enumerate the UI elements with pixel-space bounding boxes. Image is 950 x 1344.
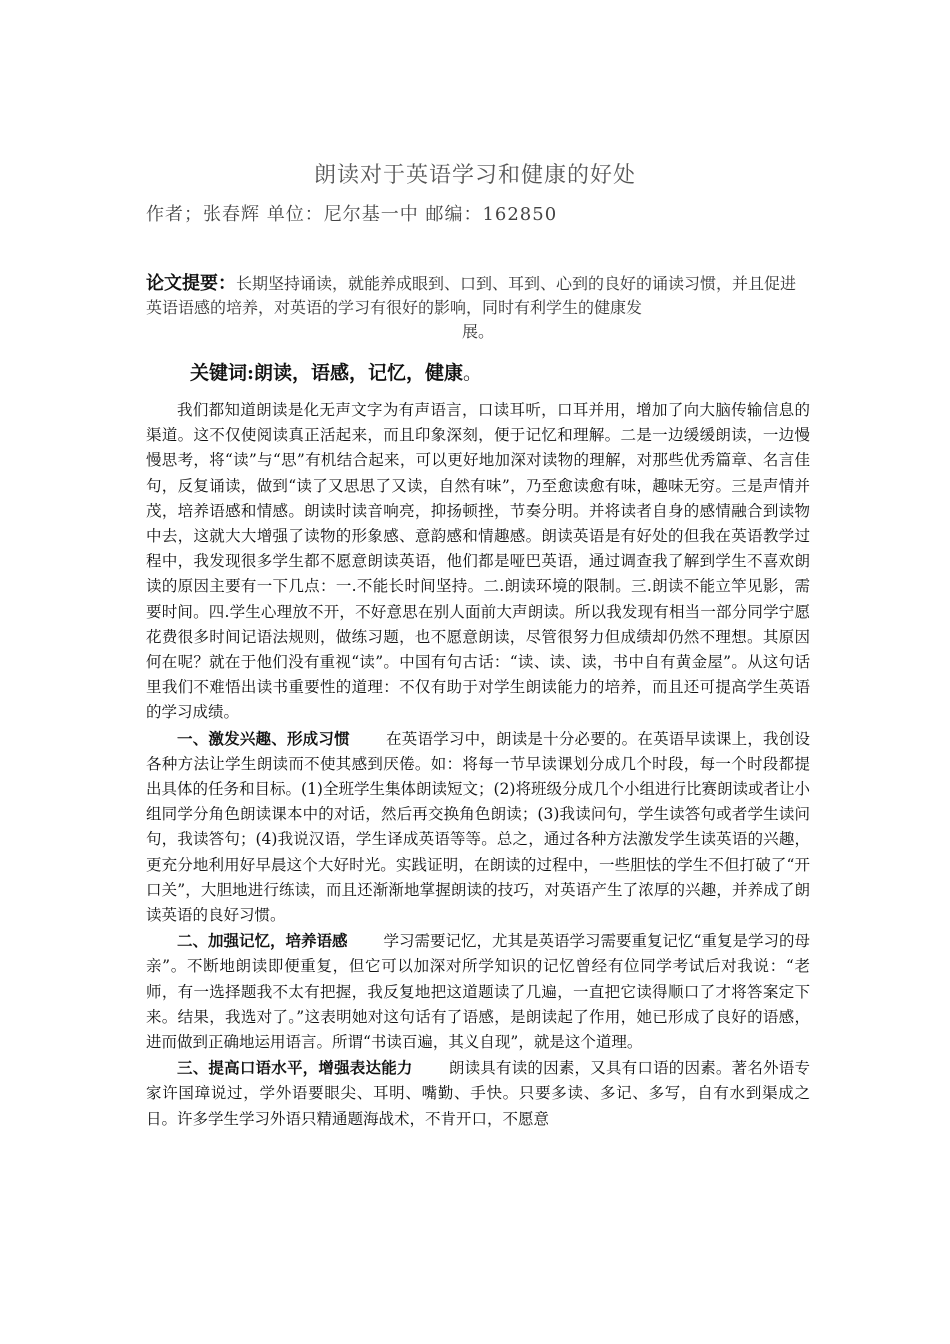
paragraph-intro: 我们都知道朗读是化无声文字为有声语言，口读耳听，口耳并用，增加了向大脑传输信息的渠道。这不仅使阅读真正活起来，而且印象深刻，便于记忆和理解。二是一边缓缓朗读，一边慢慢思考，将“读”与“思”有机结合起来，可以更好地加深对读物的理解，对那些优秀篇章、名言佳句，反复诵读，做到“读了又思思了又读，自然有味”，乃至愈读愈有味，趣味无穷。三是声情并茂，培养语感和情感。朗读时读音响亮，抑扬顿挫，节奏分明。并将读者自身的感情融合到读物中去，这就大大增强了读物的形象感、意韵感和情趣感。朗读英语是有好处的但我在英语教学过程中，我发现很多学生都不愿意朗读英语，他们都是哑巴英语，通过调查我了解到学生不喜欢朗读的原因主要有一下几点：一.不能长时间坚持。二.朗读环境的限制。三.朗读不能立竿见影，需要时间。四.学生心理放不开，不好意思在别人面前大声朗读。所以我发现有相当一部分同学宁愿花费很多时间记语法规则，做练习题，也不愿意朗读，尽管很努力但成绩却仍然不理想。其原因何在呢？就在于他们没有重视“读”。中国有句古话：“读、读、读，书中自有黄金屋”。从这句话里我们不难悟出读书重要性的道理：不仅有助于对学生朗读能力的培养，而且还可提高学生英语的学习成绩。 [146,401,810,722]
section-1-text: 在英语学习中，朗读是十分必要的。在英语早读课上，我创设各种方法让学生朗读而不使其感到厌倦。如：将每一节早读课划分成几个时段，每一个时段都提出具体的任务和目标。(1)全班学生集体朗读短文；(2)将班级分成几个小组进行比赛朗读或者让小组同学分角色朗读课本中的对话，然后再交换角色朗读；(3)我读问句，学生读答句或者学生读问句，我读答句；(4)我说汉语，学生译成英语等等。总之，通过各种方法激发学生读英语的兴趣，更充分地利用好早晨这个大好时光。实践证明，在朗读的过程中，一些胆怯的学生不但打破了“开口关”，大胆地进行练读，而且还渐渐地掌握朗读的技巧，对英语产生了浓厚的兴趣，并养成了朗读英语的良好习惯。 [146,729,810,925]
document-title: 朗读对于英语学习和健康的好处 [313,163,636,188]
abstract-text: 长期坚持诵读，就能养成眼到、口到、耳到、心到的良好的诵读习惯，并且促进英语语感的培养，对英语的学习有很好的影响，同时有利学生的健康发 [146,274,797,317]
author-line: 作者；张春辉 单位：尼尔基一中 邮编：162850 [146,204,558,225]
abstract-label: 论文提要： [146,273,236,294]
section-3 [146,1055,810,1132]
section-2-text: 学习需要记忆，尤其是英语学习需要重复记忆“重复是学习的母亲”。不断地朗读即便重复，但它可以加深对所学知识的记忆曾经有位同学考试后对我说：“老师，有一选择题我不太有把握，我反复地把这道题读了几遍，一直把它读得顺口了才将答案定下来。结果，我选对了。”这表明她对这句话有了语感，是朗读起了作用，她已形成了良好的语感，进而做到正确地运用语言。所谓“书读百遍，其义自现”，就是这个道理。 [146,932,810,1052]
keywords-end: 。 [463,362,483,384]
body-text [146,398,810,1132]
keywords [190,358,790,385]
section-3-heading: 三、提高口语水平，增强表达能力 [177,1058,413,1078]
section-3-text: 朗读具有读的因素，又具有口语的因素。著名外语专家许国璋说过，学外语要眼尖、耳明、嘴勤、手快。只要多读、多记、多写，自有水到渠成之日。许多学生学习外语只精通题海战术，不肯开口，不愿意 [146,1059,810,1128]
abstract [146,272,810,344]
abstract-tail: 展。 [461,322,494,341]
section-1-heading: 一、激发兴趣、形成习惯 [177,728,350,748]
section-2-heading: 二、加强记忆，培养语感 [177,931,348,951]
section-2 [146,928,810,1055]
keywords-text: 关键词:朗读，语感，记忆，健康 [190,362,464,384]
section-1 [146,726,810,929]
